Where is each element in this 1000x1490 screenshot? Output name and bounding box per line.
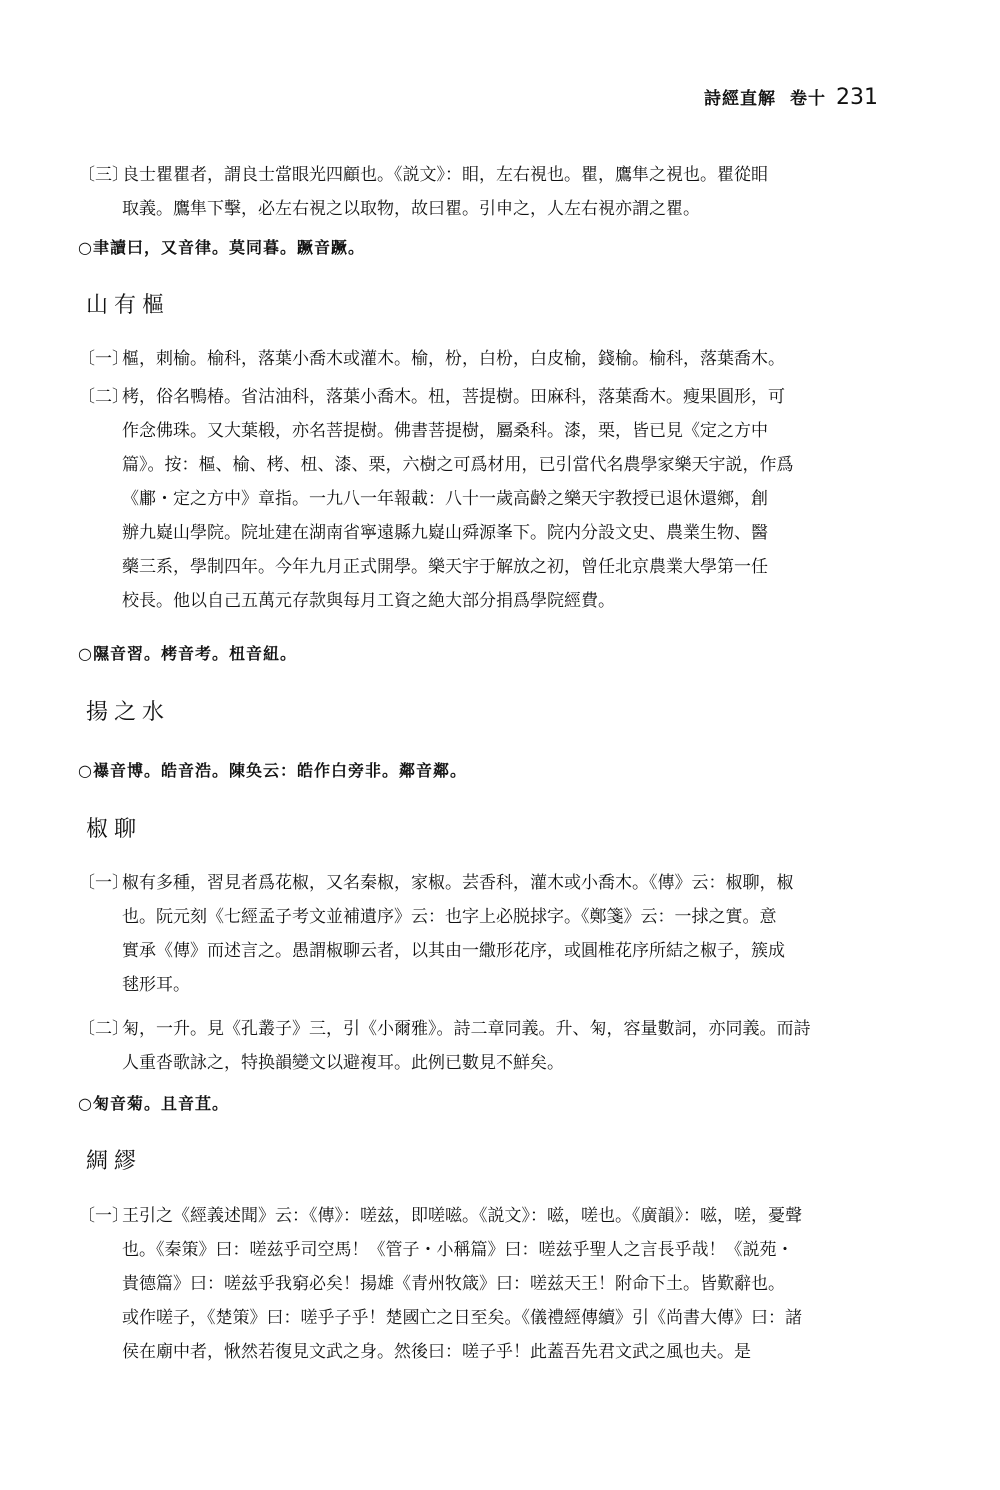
poem-title: 椒聊 bbox=[86, 817, 143, 842]
note-marker: 〔一〕 bbox=[78, 1206, 129, 1226]
note-block bbox=[78, 158, 890, 226]
note-line: 樞，刺榆。榆科，落葉小喬木或灌木。榆，枌，白枌，白皮榆，錢榆。榆科，落葉喬木。 bbox=[122, 349, 785, 369]
note-line: 辦九嶷山學院。院址建在湖南省寧遠縣九嶷山舜源峯下。院内分設文史、農業生物、醫 bbox=[122, 523, 768, 543]
pronunciation-note: ○匊音菊。且音苴。 bbox=[78, 1094, 229, 1113]
note-line: 也。阮元刻《七經孟子考文並補遺序》云：也字上必脱捄字。《鄭箋》云：一捄之實。意 bbox=[122, 907, 777, 927]
note-block bbox=[78, 1012, 890, 1080]
note-line: 貴德篇》曰：嗟兹乎我窮必矣！揚雄《青州牧箴》曰：嗟兹天王！附命下土。皆歎辭也。 bbox=[122, 1274, 785, 1294]
note-marker: 〔三〕 bbox=[78, 165, 129, 185]
note-line: 也。《秦策》曰：嗟兹乎司空馬！《管子・小稱篇》曰：嗟兹乎聖人之言長乎哉！《説苑・ bbox=[122, 1240, 794, 1260]
note-line: 篇》。按：樞、榆、栲、杻、漆、栗，六樹之可爲材用，已引當代名農學家樂天宇説，作爲 bbox=[122, 455, 794, 475]
note-line: 良士瞿瞿者，謂良士當眼光四顧也。《説文》：䀠，左右視也。瞿，鷹隼之視也。瞿從䀠 bbox=[122, 165, 768, 185]
volume-label: 卷十 bbox=[790, 89, 826, 109]
note-line: 椒有多種，習見者爲花椒，又名秦椒，家椒。芸香科，灌木或小喬木。《傳》云：椒聊，椒 bbox=[122, 873, 794, 893]
note-line: 作念佛珠。又大葉椴，亦名菩提樹。佛書菩提樹，屬桑科。漆，栗，皆已見《定之方中 bbox=[122, 421, 768, 441]
note-line: 人重沓歌詠之，特换韻變文以避複耳。此例已數見不鮮矣。 bbox=[122, 1053, 564, 1073]
note-line: 校長。他以自己五萬元存款與每月工資之絶大部分捐爲學院經費。 bbox=[122, 591, 615, 611]
note-line: 《鄘・定之方中》章指。一九八一年報載：八十一歲高齡之樂天宇教授已退休還鄉，創 bbox=[122, 489, 768, 509]
note-block bbox=[78, 380, 890, 618]
note-marker: 〔二〕 bbox=[78, 387, 129, 407]
page-number: 231 bbox=[836, 85, 878, 110]
pronunciation-note: ○聿讀曰，又音律。莫同暮。蹶音蹶。 bbox=[78, 238, 365, 257]
note-block bbox=[78, 342, 890, 376]
note-line: 藥三系，學制四年。今年九月正式開學。樂天宇于解放之初，曾任北京農業大學第一任 bbox=[122, 557, 768, 577]
note-line: 王引之《經義述聞》云：《傳》：嗟兹，即嗟嗞。《説文》：嗞，嗟也。《廣韻》：嗞，嗟，憂聲 bbox=[122, 1206, 802, 1226]
note-block bbox=[78, 1199, 890, 1369]
pronunciation-note: ○隰音習。栲音考。杻音紐。 bbox=[78, 644, 297, 663]
pronunciation-note: ○襮音博。皓音浩。陳奂云：皓作白旁非。鄰音鄰。 bbox=[78, 761, 467, 780]
book-title: 詩經直解 bbox=[704, 89, 776, 109]
running-header bbox=[704, 84, 878, 110]
note-block bbox=[78, 866, 890, 1002]
note-line: 取義。鷹隼下擊，必左右視之以取物，故曰瞿。引申之，人左右視亦謂之瞿。 bbox=[122, 199, 700, 219]
note-line: 毬形耳。 bbox=[122, 975, 190, 995]
note-line: 實承《傳》而述言之。愚謂椒聊云者，以其由一繖形花序，或圓椎花序所結之椒子，簇成 bbox=[122, 941, 785, 961]
note-line: 栲，俗名鴨椿。省沽油科，落葉小喬木。杻，菩提樹。田麻科，落葉喬木。瘦果圓形，可 bbox=[122, 387, 785, 407]
note-line: 或作嗟子，《楚策》曰：嗟乎子乎！楚國亡之日至矣。《儀禮經傳續》引《尚書大傳》曰：諸 bbox=[122, 1308, 802, 1328]
note-marker: 〔一〕 bbox=[78, 349, 129, 369]
poem-title: 揚之水 bbox=[86, 700, 171, 725]
poem-title: 綢繆 bbox=[86, 1149, 143, 1174]
note-marker: 〔二〕 bbox=[78, 1019, 129, 1039]
note-marker: 〔一〕 bbox=[78, 873, 129, 893]
poem-title: 山有樞 bbox=[86, 293, 171, 318]
note-line: 匊，一升。見《孔叢子》三，引《小爾雅》。詩二章同義。升、匊，容量數詞，亦同義。而詩 bbox=[122, 1019, 811, 1039]
note-line: 侯在廟中者，愀然若復見文武之身。然後曰：嗟子乎！此蓋吾先君文武之風也夫。是 bbox=[122, 1342, 751, 1362]
